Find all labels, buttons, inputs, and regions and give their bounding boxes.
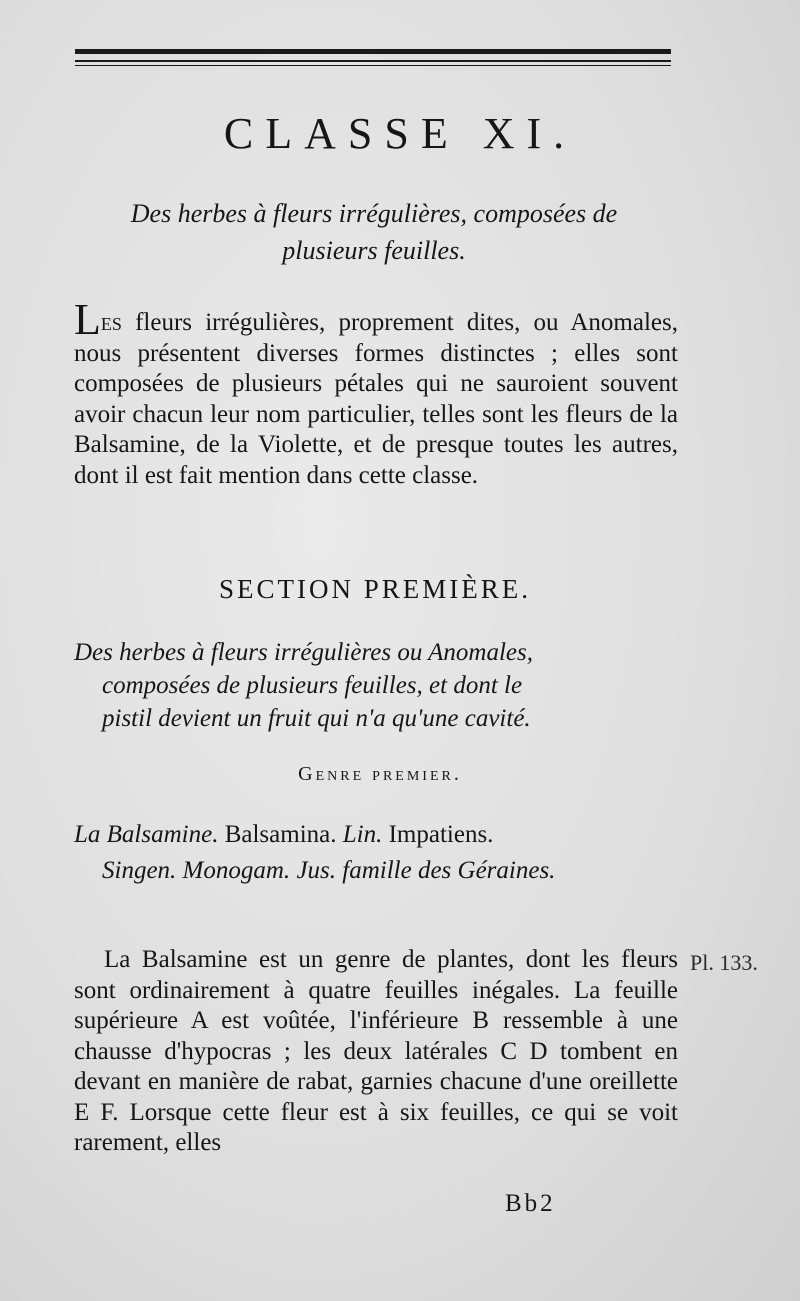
header-rule-thick	[75, 49, 671, 54]
intro-paragraph	[74, 295, 678, 491]
genus-name: La Balsamine.	[74, 821, 219, 848]
subtitle-line-1: Des herbes à fleurs irrégulières, composées de	[130, 199, 618, 228]
header-rule-thin-2	[75, 65, 671, 66]
genus-alt: Impatiens.	[388, 821, 494, 848]
section-title: SECTION PREMIÈRE.	[218, 574, 531, 604]
page-signature: Bb2	[505, 1190, 556, 1217]
class-title: CLASSE XI.	[223, 109, 577, 158]
section-subtitle	[74, 636, 680, 735]
intro-text: fleurs irrégulières, proprement dites, ou Anomales, nous présentent diverses formes distinctes ; elles sont composées de plusieurs pétales qui ne sauroient souvent avoir chacun leur nom particulier, telles sont les fleurs de la Balsamine, de la Violette, et de presque toutes les autres, dont il est fait mention dans cette classe.	[74, 309, 678, 489]
genus-jus: Jus.	[296, 857, 337, 884]
section-sub-line-3: pistil devient un fruit qui n'a qu'une cavité.	[102, 705, 531, 732]
genre-title: Genre premier.	[298, 763, 462, 785]
genus-monogam: Monogam.	[182, 857, 291, 884]
section-sub-line-1: Des herbes à fleurs irrégulières ou Anomales,	[74, 639, 533, 666]
class-subtitle	[74, 195, 674, 269]
genus-famille: famille des Géraines.	[342, 857, 556, 884]
body-paragraph: La Balsamine est un genre de plantes, dont les fleurs sont ordinairement à quatre feuilles inégales. La feuille supérieure A est voûtée, l'inférieure B ressemble à une chausse d'hypocras ; les deux latérales C D tombent en devant en manière de rabat, garnies chacune d'une oreillette E F. Lorsque cette fleur est à six feuilles, ce qui se voit rarement, elles	[74, 946, 678, 1156]
genus-lin: Lin.	[342, 821, 383, 848]
genus-singen: Singen.	[102, 857, 177, 884]
genus-heading	[74, 817, 678, 889]
subtitle-line-2: plusieurs feuilles.	[282, 236, 466, 265]
drop-cap-rest: es	[100, 309, 122, 336]
drop-cap: L	[74, 295, 101, 344]
plate-reference: Pl. 133.	[690, 950, 758, 975]
section-sub-line-2: composées de plusieurs feuilles, et dont le	[102, 672, 523, 699]
genus-latin: Balsamina.	[224, 821, 337, 848]
header-rule-thin	[75, 60, 671, 62]
